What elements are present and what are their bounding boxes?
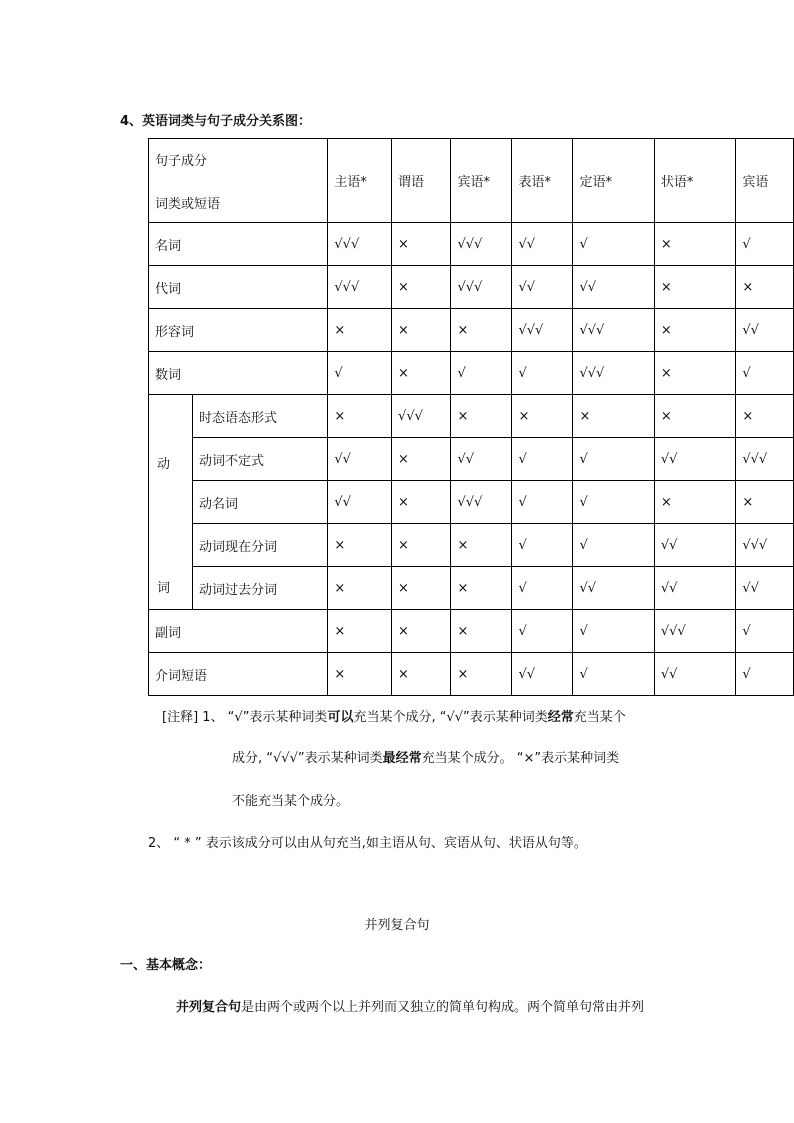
- table-cell: √√: [512, 223, 573, 266]
- section-heading-4: 4、英语词类与句子成分关系图：: [120, 114, 312, 129]
- table-cell: √√√: [451, 481, 512, 524]
- column-header: 表语*: [512, 139, 573, 223]
- table-row: [149, 309, 794, 352]
- note-line-4: 2、 “ * ” 表示该成分可以由从句充当,如主语从句、宾语从句、状语从句等。: [148, 836, 587, 851]
- table-cell: ×: [392, 223, 451, 266]
- table-cell: ×: [451, 567, 512, 610]
- table-cell: √√: [654, 524, 735, 567]
- table-cell: √: [573, 610, 654, 653]
- row-label: 名词: [149, 223, 328, 266]
- table-cell: ×: [736, 395, 794, 438]
- table-cell: √: [512, 610, 573, 653]
- table-cell: √√√: [451, 266, 512, 309]
- table-cell: √√√: [328, 266, 392, 309]
- table-cell: √√√: [736, 524, 794, 567]
- column-header: 主语*: [328, 139, 392, 223]
- table-cell: √√: [328, 481, 392, 524]
- row-label: 数词: [149, 352, 328, 395]
- column-header: 宾语: [736, 139, 794, 223]
- table-cell: ×: [451, 395, 512, 438]
- table-row: [149, 223, 794, 266]
- table-cell: ×: [654, 223, 735, 266]
- column-header: 谓语: [392, 139, 451, 223]
- table-cell: √: [512, 438, 573, 481]
- table-cell: √: [736, 223, 794, 266]
- note-emphasis: 最经常: [382, 751, 422, 766]
- verb-group-label: [149, 395, 193, 610]
- table-cell: √: [328, 352, 392, 395]
- note-emphasis: 经常: [547, 710, 574, 725]
- table-cell: ×: [392, 481, 451, 524]
- table-cell: √√: [573, 266, 654, 309]
- table-row: [149, 653, 794, 696]
- table-cell: √: [512, 524, 573, 567]
- table-cell: √√√: [392, 395, 451, 438]
- corner-header-cell: [149, 139, 328, 223]
- word-class-relation-table: [148, 138, 794, 696]
- table-cell: √: [512, 567, 573, 610]
- table-cell: √√: [654, 653, 735, 696]
- table-row: [149, 610, 794, 653]
- row-label: 动词现在分词: [193, 524, 328, 567]
- note-line-3: 不能充当某个成分。: [232, 794, 350, 809]
- table-cell: ×: [736, 481, 794, 524]
- table-cell: √√√: [512, 309, 573, 352]
- table-row: [149, 438, 794, 481]
- table-cell: ×: [392, 309, 451, 352]
- table-cell: √√: [736, 567, 794, 610]
- note-text: 充当某个成分, “√√”表示某种词类: [353, 710, 548, 725]
- table-cell: ×: [328, 610, 392, 653]
- table-cell: √√: [736, 309, 794, 352]
- verb-label-bottom: 词: [157, 581, 171, 596]
- table-cell: √: [451, 352, 512, 395]
- corner-label-components: 句子成分: [155, 153, 208, 169]
- table-row: [149, 352, 794, 395]
- table-cell: √: [573, 524, 654, 567]
- table-cell: √: [736, 610, 794, 653]
- note-line-2: [232, 747, 619, 766]
- table-cell: √√√: [654, 610, 735, 653]
- table-cell: ×: [512, 395, 573, 438]
- note-text: [注释] 1、 “√”表示某种词类: [162, 710, 328, 725]
- column-header: 宾语*: [451, 139, 512, 223]
- table-cell: ×: [392, 610, 451, 653]
- note-line-1: [162, 706, 626, 725]
- row-label: 形容词: [149, 309, 328, 352]
- table-row: [149, 481, 794, 524]
- corner-label-word-class: 词类或短语: [155, 196, 221, 212]
- note-emphasis: 可以: [327, 710, 354, 725]
- table-cell: √: [573, 438, 654, 481]
- table-cell: √: [736, 653, 794, 696]
- table-cell: ×: [451, 309, 512, 352]
- table-cell: √: [573, 481, 654, 524]
- table-cell: √√√: [736, 438, 794, 481]
- center-title: 并列复合句: [364, 918, 430, 933]
- table-cell: ×: [573, 395, 654, 438]
- table-cell: ×: [736, 266, 794, 309]
- table-cell: √√: [654, 567, 735, 610]
- table-cell: √√: [573, 567, 654, 610]
- table-cell: ×: [392, 266, 451, 309]
- table-cell: ×: [392, 438, 451, 481]
- row-label: 副词: [149, 610, 328, 653]
- row-label: 动词过去分词: [193, 567, 328, 610]
- paragraph-text: 是由两个或两个以上并列而又独立的简单句构成。两个简单句常由并列: [241, 1000, 645, 1015]
- row-label: 动名词: [193, 481, 328, 524]
- row-label: 时态语态形式: [193, 395, 328, 438]
- table-cell: √: [512, 481, 573, 524]
- table-row: [149, 266, 794, 309]
- table-row: [149, 524, 794, 567]
- table-cell: √√: [328, 438, 392, 481]
- table-row: [149, 395, 794, 438]
- table-cell: ×: [654, 352, 735, 395]
- table-cell: √√: [512, 653, 573, 696]
- table-cell: ×: [392, 567, 451, 610]
- row-label: 动词不定式: [193, 438, 328, 481]
- table-cell: ×: [451, 610, 512, 653]
- table-cell: ×: [328, 567, 392, 610]
- note-text: 充当某个: [573, 710, 626, 725]
- table-cell: √: [573, 223, 654, 266]
- table-header-row: [149, 139, 794, 223]
- table-cell: √√: [451, 438, 512, 481]
- table-cell: √: [512, 352, 573, 395]
- row-label: 介词短语: [149, 653, 328, 696]
- table-cell: ×: [654, 266, 735, 309]
- note-text: 成分, “√√√”表示某种词类: [232, 751, 383, 766]
- section-heading-basic-concepts: 一、基本概念：: [120, 958, 212, 973]
- paragraph-emphasis: 并列复合句: [176, 1000, 242, 1015]
- column-header: 状语*: [654, 139, 735, 223]
- table-cell: ×: [392, 653, 451, 696]
- table-cell: ×: [654, 481, 735, 524]
- table-cell: ×: [451, 653, 512, 696]
- table-cell: √√: [654, 438, 735, 481]
- row-label: 代词: [149, 266, 328, 309]
- table-cell: √√: [512, 266, 573, 309]
- table-cell: ×: [328, 309, 392, 352]
- paragraph: [176, 996, 644, 1015]
- table-cell: ×: [654, 395, 735, 438]
- note-text: 充当某个成分。 “×”表示某种词类: [421, 751, 620, 766]
- table-cell: ×: [328, 653, 392, 696]
- table-cell: ×: [392, 524, 451, 567]
- verb-label-top: 动: [157, 457, 171, 472]
- table-row: [149, 567, 794, 610]
- table-cell: ×: [392, 352, 451, 395]
- table-cell: √: [573, 653, 654, 696]
- table-cell: √√√: [573, 352, 654, 395]
- table-cell: √√√: [573, 309, 654, 352]
- table-cell: √: [736, 352, 794, 395]
- table-cell: ×: [654, 309, 735, 352]
- table-cell: ×: [328, 524, 392, 567]
- table-cell: ×: [451, 524, 512, 567]
- column-header: 定语*: [573, 139, 654, 223]
- table-cell: √√√: [328, 223, 392, 266]
- table-cell: √√√: [451, 223, 512, 266]
- table-cell: ×: [328, 395, 392, 438]
